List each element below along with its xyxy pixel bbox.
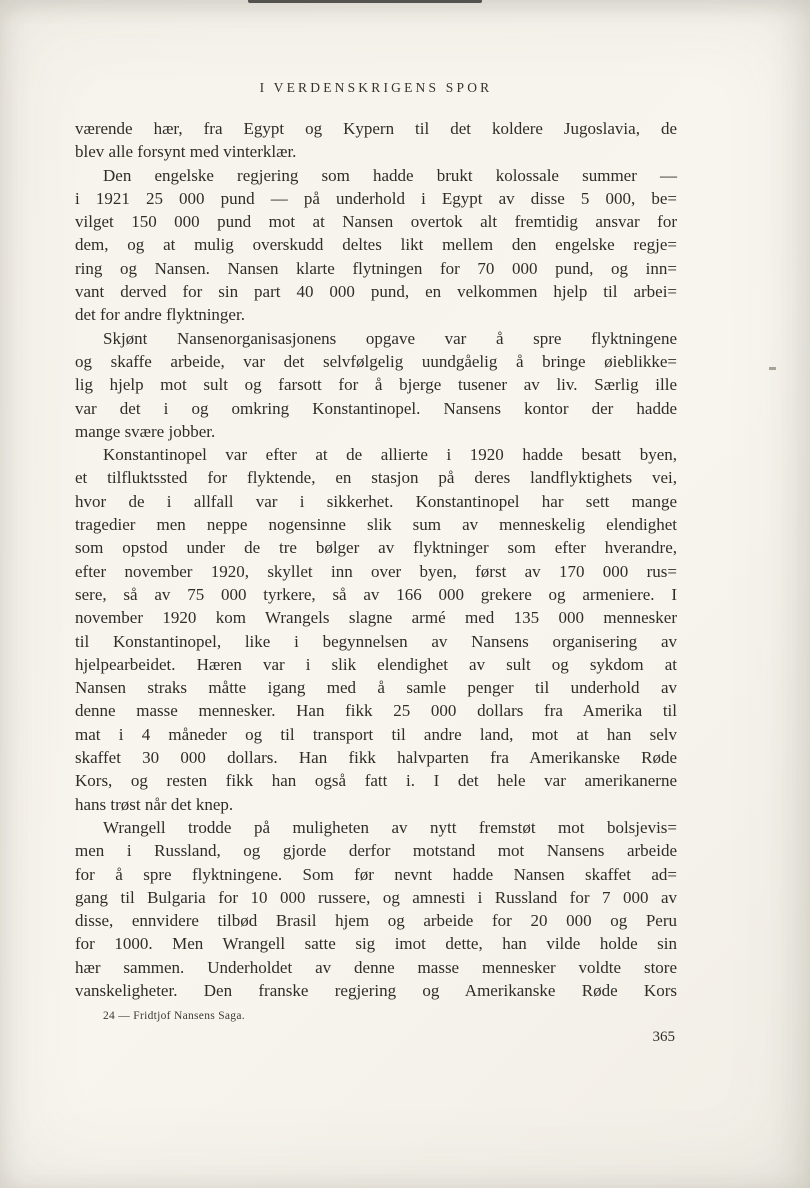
text-line: for å spre flyktningene. Som før nevnt hadde Nansen skaffet ad=: [75, 864, 677, 884]
text-line: disse, ennvidere tilbød Brasil hjem og arbeide for 20 000 og Peru: [75, 911, 677, 931]
scan-artifact-top-edge: [248, 0, 482, 3]
text-line: som opstod under de tre bølger av flyktninger som efter hverandre,: [75, 538, 677, 558]
text-line: og skaffe arbeide, var det selvfølgelig uundgåelig å bringe øieblikke=: [75, 351, 677, 371]
text-line: mat i 4 måneder og til transport til andre land, mot at han selv: [75, 724, 677, 744]
text-line: men i Russland, og gjorde derfor motstand mot Nansens arbeide: [75, 841, 677, 861]
text-line: hær sammen. Underholdet av denne masse mennesker voldte store: [75, 957, 677, 977]
text-line: hvor de i allfall var i sikkerhet. Konstantinopel har sett mange: [75, 491, 677, 511]
page-number: 365: [652, 1029, 675, 1046]
text-line: var det i og omkring Konstantinopel. Nansens kontor der hadde: [75, 398, 677, 418]
text-line: mange svære jobber.: [75, 421, 216, 441]
paragraph: [75, 443, 677, 816]
scan-artifact-right-edge: [769, 367, 776, 370]
text-line: vilget 150 000 pund mot at Nansen overtok alt fremtidig ansvar for: [75, 212, 677, 232]
text-line: Konstantinopel var efter at de allierte i 1920 hadde besatt byen,: [103, 445, 677, 465]
text-block: [75, 80, 677, 1046]
text-line: Wrangell trodde på muligheten av nytt fremstøt mot bolsjevis=: [103, 817, 677, 837]
text-line: til Konstantinopel, like i begynnelsen av Nansens organisering av: [75, 631, 677, 651]
text-line: det for andre flyktninger.: [75, 305, 245, 325]
text-line: Den engelske regjering som hadde brukt kolossale summer —: [103, 165, 677, 185]
text-line: hans trøst når det knep.: [75, 794, 234, 814]
text-line: Nansen straks måtte igang med å samle penger til underhold av: [75, 678, 677, 698]
text-line: lig hjelp mot sult og farsott for å bjerge tusener av liv. Særlig ille: [75, 375, 677, 395]
text-line: blev alle forsynt med vinterklær.: [75, 142, 297, 162]
footnote: 24 — Fridtjof Nansens Saga.: [103, 1010, 245, 1023]
text-line: værende hær, fra Egypt og Kypern til det koldere Jugoslavia, de: [75, 119, 677, 138]
text-line: ring og Nansen. Nansen klarte flytningen for 70 000 pund, og inn=: [75, 258, 677, 278]
text-line: for 1000. Men Wrangell satte sig imot dette, han vilde holde sin: [75, 934, 677, 954]
paragraph: [75, 117, 677, 164]
text-line: gang til Bulgaria for 10 000 russere, og amnesti i Russland for 7 000 av: [75, 887, 677, 907]
text-line: tragedier men neppe nogensinne slik sum av menneskelig elendighet: [75, 515, 677, 535]
text-line: sere, så av 75 000 tyrkere, så av 166 000 grekere og armeniere. I: [75, 584, 677, 604]
paragraph: [75, 816, 677, 1002]
text-line: Kors, og resten fikk han også fatt i. I det hele var amerikanerne: [75, 771, 677, 791]
text-line: november 1920 kom Wrangels slagne armé med 135 000 mennesker: [75, 608, 677, 628]
text-line: vant derved for sin part 40 000 pund, en velkommen hjelp til arbei=: [75, 282, 677, 302]
text-line: denne masse mennesker. Han fikk 25 000 dollars fra Amerika til: [75, 701, 677, 721]
running-header: I VERDENSKRIGENS SPOR: [259, 80, 493, 95]
text-line: vanskeligheter. Den franske regjering og Amerikanske Røde Kors: [75, 980, 677, 1000]
text-line: et tilfluktssted for flyktende, en stasjon på deres landflyktighets vei,: [75, 468, 677, 488]
text-line: dem, og at mulig overskudd deltes likt mellem den engelske regje=: [75, 235, 677, 255]
paragraph: [75, 327, 677, 443]
text-line: efter november 1920, skyllet inn over byen, først av 170 000 rus=: [75, 561, 677, 581]
text-line: i 1921 25 000 pund — på underhold i Egypt av disse 5 000, be=: [75, 188, 677, 208]
text-line: skaffet 30 000 dollars. Han fikk halvparten fra Amerikanske Røde: [75, 748, 677, 768]
text-line: hjelpearbeidet. Hæren var i slik elendighet av sult og sykdom at: [75, 654, 677, 674]
paragraph: [75, 164, 677, 327]
text-line: Skjønt Nansenorganisasjonens opgave var å spre flyktningene: [103, 328, 677, 348]
